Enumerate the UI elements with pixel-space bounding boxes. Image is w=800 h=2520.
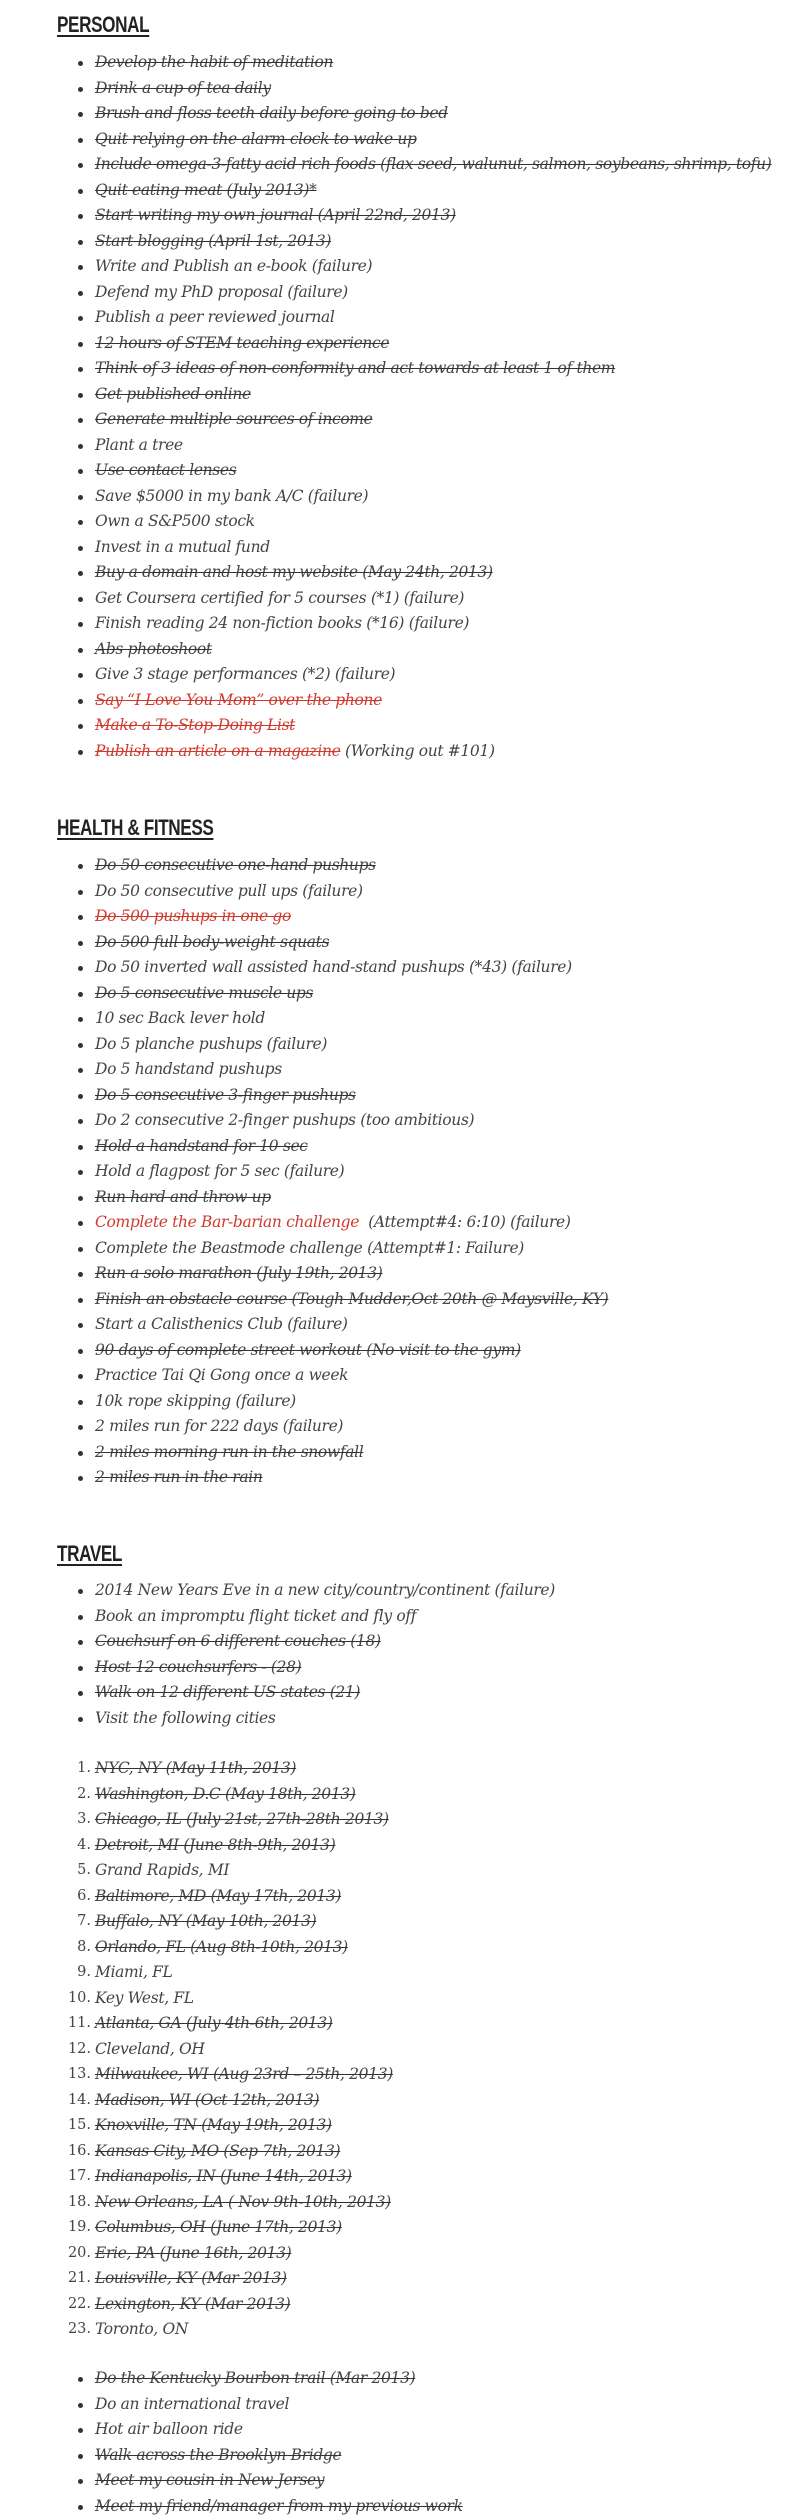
item-text: Start writing my own journal (April 22nd, 2013) [95, 206, 456, 224]
item-text: Publish a peer reviewed journal [95, 308, 335, 326]
list-item [0, 1363, 800, 1389]
list-item [0, 2392, 800, 2418]
list-item [0, 433, 800, 459]
item-text: Do 5 consecutive muscle ups [95, 983, 314, 1002]
list-number: 23. [67, 2321, 91, 2337]
item-text: Plant a tree [95, 435, 183, 454]
list-item [0, 1465, 800, 1491]
list-item [0, 853, 800, 879]
travel-more-list [0, 2366, 800, 2519]
travel-list [0, 1578, 800, 1731]
item-text: Washington, D.C (May 18th, 2013) [95, 1784, 356, 1803]
item-text: Orlando, FL (Aug 8th-10th, 2013) [95, 1937, 348, 1956]
city-item [0, 2317, 800, 2343]
list-item [0, 930, 800, 956]
health-fitness-list [0, 853, 800, 1491]
list-item [0, 407, 800, 433]
item-text: 2 miles run in the rain [95, 1468, 263, 1486]
list-item [0, 1261, 800, 1287]
list-number: 8. [77, 1938, 91, 1955]
item-text: Grand Rapids, MI [95, 1861, 230, 1879]
item-text: Own a S&P500 stock [95, 512, 255, 530]
list-item [0, 1083, 800, 1109]
item-text: Hold a flagpost for 5 sec (failure) [95, 1162, 345, 1180]
item-text: Chicago, IL (July 21st, 27th-28th 2013) [95, 1810, 389, 1828]
item-text: Generate multiple sources of income [95, 410, 373, 428]
personal-list [0, 50, 800, 764]
list-item [0, 713, 800, 739]
item-text: Quit relying on the alarm clock to wake up [95, 129, 417, 148]
city-item [0, 1935, 800, 1961]
item-text: Hot air balloon ride [95, 2420, 243, 2438]
list-number: 10. [67, 1989, 91, 2006]
list-number: 4. [77, 1836, 91, 1853]
item-text: Meet my friend/manager from my previous work [95, 2496, 463, 2515]
list-item [0, 1287, 800, 1313]
link-text[interactable]: Do 500 pushups in one go [95, 907, 291, 925]
list-number: 12. [67, 2040, 91, 2057]
list-item [0, 1185, 800, 1211]
list-item [0, 50, 800, 76]
list-number: 7. [77, 1913, 91, 1929]
list-item [0, 203, 800, 229]
city-item [0, 1858, 800, 1884]
item-text: 2014 New Years Eve in a new city/country/continent (failure) [95, 1581, 555, 1599]
list-item [0, 739, 800, 765]
list-item [0, 1578, 800, 1604]
item-text: Finish an obstacle course (Tough Mudder,Oct 20th @ Maysville, KY) [95, 1289, 609, 1308]
item-text: Write and Publish an e-book (failure) [95, 257, 373, 275]
city-item [0, 2037, 800, 2063]
list-item [0, 981, 800, 1007]
item-text: Run hard and throw up [95, 1187, 271, 1206]
section-heading-travel: TRAVEL [57, 1541, 123, 1566]
list-item [0, 904, 800, 930]
city-item [0, 1756, 800, 1782]
list-item [0, 1236, 800, 1262]
list-number: 1. [77, 1760, 91, 1776]
item-text: Give 3 stage performances (*2) (failure) [95, 665, 396, 683]
list-number: 6. [77, 1887, 91, 1904]
list-item [0, 458, 800, 484]
item-text: Do 50 inverted wall assisted hand-stand pushups (*43) (failure) [95, 958, 572, 976]
list-item [0, 382, 800, 408]
city-item [0, 1782, 800, 1808]
list-item [0, 484, 800, 510]
item-note: (Working out #101) [340, 741, 495, 760]
item-text: Practice Tai Qi Gong once a week [95, 1366, 349, 1384]
list-number: 14. [67, 2091, 91, 2108]
list-item [0, 955, 800, 981]
list-item [0, 1680, 800, 1706]
item-text: Invest in a mutual fund [95, 537, 270, 556]
item-text: Meet my cousin in New Jersey [95, 2471, 325, 2489]
city-item [0, 2011, 800, 2037]
item-text: Defend my PhD proposal (failure) [95, 282, 348, 301]
list-item [0, 2443, 800, 2469]
item-text: Kansas City, MO (Sep 7th, 2013) [95, 2141, 341, 2160]
list-item [0, 127, 800, 153]
list-item [0, 688, 800, 714]
item-text: Key West, FL [95, 1988, 194, 2007]
list-number: 20. [67, 2244, 91, 2261]
list-item [0, 535, 800, 561]
item-text: Erie, PA (June 16th, 2013) [95, 2243, 292, 2262]
list-number: 13. [67, 2066, 91, 2082]
item-text: Detroit, MI (June 8th-9th, 2013) [95, 1835, 336, 1854]
city-item [0, 1884, 800, 1910]
city-item [0, 1986, 800, 2012]
city-item [0, 2292, 800, 2318]
list-item [0, 1134, 800, 1160]
list-item [0, 331, 800, 357]
item-text: Run a solo marathon (July 19th, 2013) [95, 1264, 383, 1282]
list-item [0, 662, 800, 688]
city-item [0, 2164, 800, 2190]
list-item [0, 1210, 800, 1236]
item-text: Brush and floss teeth daily before going to bed [95, 104, 448, 122]
list-item [0, 280, 800, 306]
item-text: Indianapolis, IN (June 14th, 2013) [95, 2167, 352, 2185]
item-text: Drink a cup of tea daily [95, 78, 271, 97]
item-text: Toronto, ON [95, 2320, 189, 2338]
item-text: Couchsurf on 6 different couches (18) [95, 1632, 381, 1650]
list-number: 5. [77, 1862, 91, 1878]
link-text[interactable]: Make a To-Stop-Doing List [95, 716, 296, 734]
city-item [0, 1807, 800, 1833]
item-text: New Orleans, LA ( Nov 9th-10th, 2013) [95, 2192, 391, 2211]
item-text: Atlanta, GA (July 4th-6th, 2013) [95, 2014, 333, 2032]
list-number: 11. [67, 2015, 91, 2031]
city-item [0, 2190, 800, 2216]
item-text: 2 miles morning run in the snowfall [95, 1442, 364, 1461]
list-item [0, 560, 800, 586]
item-text: Do 5 planche pushups (failure) [95, 1034, 328, 1053]
list-number: 22. [67, 2295, 91, 2312]
item-text: Get published online [95, 384, 251, 403]
list-item [0, 1629, 800, 1655]
list-item [0, 254, 800, 280]
item-text: Save $5000 in my bank A/C (failure) [95, 486, 369, 505]
item-text: Visit the following cities [95, 1708, 276, 1727]
item-text: Host 12 couchsurfers - (28) [95, 1657, 302, 1676]
item-text: Buffalo, NY (May 10th, 2013) [95, 1912, 317, 1930]
list-number: 21. [67, 2270, 91, 2286]
city-item [0, 2139, 800, 2165]
list-item [0, 76, 800, 102]
item-text: Do 500 full body-weight squats [95, 932, 330, 951]
list-item [0, 356, 800, 382]
city-item [0, 2088, 800, 2114]
list-item [0, 637, 800, 663]
list-item [0, 1655, 800, 1681]
item-text: Baltimore, MD (May 17th, 2013) [95, 1886, 342, 1905]
list-item [0, 152, 800, 178]
item-text: Walk across the Brooklyn Bridge [95, 2445, 342, 2464]
list-item [0, 1108, 800, 1134]
section-heading-personal: PERSONAL [57, 12, 150, 37]
city-item [0, 2062, 800, 2088]
city-item [0, 2113, 800, 2139]
link-text[interactable]: Say “I Love You Mom” over the phone [95, 690, 382, 709]
item-text: Do 50 consecutive one-hand pushups [95, 856, 376, 874]
item-text: Do 2 consecutive 2-finger pushups (too ambitious) [95, 1111, 475, 1129]
item-text: 10 sec Back lever hold [95, 1009, 265, 1027]
list-item [0, 586, 800, 612]
list-item [0, 178, 800, 204]
item-text: Madison, WI (Oct 12th, 2013) [95, 2090, 320, 2109]
item-text: Columbus, OH (June 17th, 2013) [95, 2218, 342, 2236]
item-text: Abs photoshoot [95, 639, 212, 658]
item-text: Louisville, KY (Mar 2013) [95, 2269, 287, 2287]
list-number: 9. [77, 1964, 91, 1980]
list-item [0, 2366, 800, 2392]
list-number: 3. [77, 1811, 91, 1827]
list-number: 17. [67, 2168, 91, 2184]
list-item [0, 1389, 800, 1415]
list-item [0, 1414, 800, 1440]
list-item [0, 1006, 800, 1032]
list-item [0, 509, 800, 535]
item-text: Do an international travel [95, 2394, 290, 2413]
item-text: Book an impromptu flight ticket and fly off [95, 1606, 417, 1625]
link-text[interactable]: Complete the Bar-barian challenge [95, 1213, 360, 1231]
list-item [0, 1159, 800, 1185]
list-number: 2. [77, 1785, 91, 1802]
list-number: 15. [67, 2117, 91, 2133]
list-item [0, 611, 800, 637]
item-text: Cleveland, OH [95, 2039, 205, 2058]
item-text: Knoxville, TN (May 19th, 2013) [95, 2116, 332, 2134]
item-note: (Attempt#4: 6:10) (failure) [359, 1213, 571, 1231]
item-text: 12 hours of STEM teaching experience [95, 333, 390, 352]
list-number: 16. [67, 2142, 91, 2159]
list-item [0, 101, 800, 127]
list-item [0, 2494, 800, 2520]
item-text: Get Coursera certified for 5 courses (*1) (failure) [95, 588, 465, 607]
item-text: Hold a handstand for 10 sec [95, 1136, 308, 1155]
list-item [0, 2417, 800, 2443]
city-item [0, 2266, 800, 2292]
city-item [0, 1960, 800, 1986]
list-item [0, 1604, 800, 1630]
list-item [0, 1057, 800, 1083]
item-text: Think of 3 ideas of non-conformity and act towards at least 1 of them [95, 359, 616, 377]
item-text: Complete the Beastmode challenge (Attempt#1: Failure) [95, 1238, 524, 1257]
link-text[interactable]: Publish an article on a magazine [95, 741, 341, 760]
list-number: 18. [67, 2193, 91, 2210]
item-text: Buy a domain and host my website (May 24th, 2013) [95, 563, 493, 581]
cities-list [0, 1756, 800, 2343]
item-text: Start blogging (April 1st, 2013) [95, 231, 332, 250]
city-item [0, 1833, 800, 1859]
item-text: NYC, NY (May 11th, 2013) [95, 1759, 297, 1777]
list-item [0, 879, 800, 905]
list-number: 19. [67, 2219, 91, 2235]
item-text: Milwaukee, WI (Aug 23rd – 25th, 2013) [95, 2065, 393, 2083]
list-item [0, 1440, 800, 1466]
item-text: Start a Calisthenics Club (failure) [95, 1315, 348, 1333]
item-text: Do 50 consecutive pull ups (failure) [95, 881, 363, 900]
item-text: Lexington, KY (Mar 2013) [95, 2294, 291, 2313]
item-text: Do 5 consecutive 3-finger pushups [95, 1085, 356, 1104]
item-text: Miami, FL [95, 1963, 173, 1981]
list-item [0, 305, 800, 331]
list-item [0, 1312, 800, 1338]
item-text: Do 5 handstand pushups [95, 1060, 282, 1078]
city-item [0, 2241, 800, 2267]
item-text: Quit eating meat (July 2013)* [95, 180, 317, 199]
item-text: Develop the habit of meditation [95, 53, 334, 71]
section-heading-health: HEALTH & FITNESS [57, 815, 214, 840]
item-text: Finish reading 24 non-fiction books (*16) (failure) [95, 614, 470, 632]
item-text: Walk on 12 different US states (21) [95, 1683, 361, 1701]
list-item [0, 1706, 800, 1732]
list-item [0, 229, 800, 255]
city-item [0, 1909, 800, 1935]
item-text: 90 days of complete street workout (No visit to the gym) [95, 1340, 521, 1359]
item-text: Include omega-3-fatty acid rich foods (flax seed, walunut, salmon, soybeans, shrimp, tofu) [95, 155, 772, 173]
item-text: Do the Kentucky Bourbon trail (Mar 2013) [95, 2369, 416, 2387]
list-item [0, 2468, 800, 2494]
item-text: Use contact lenses [95, 461, 237, 479]
item-text: 2 miles run for 222 days (failure) [95, 1417, 344, 1435]
list-item [0, 1338, 800, 1364]
city-item [0, 2215, 800, 2241]
list-item [0, 1032, 800, 1058]
item-text: 10k rope skipping (failure) [95, 1391, 296, 1410]
